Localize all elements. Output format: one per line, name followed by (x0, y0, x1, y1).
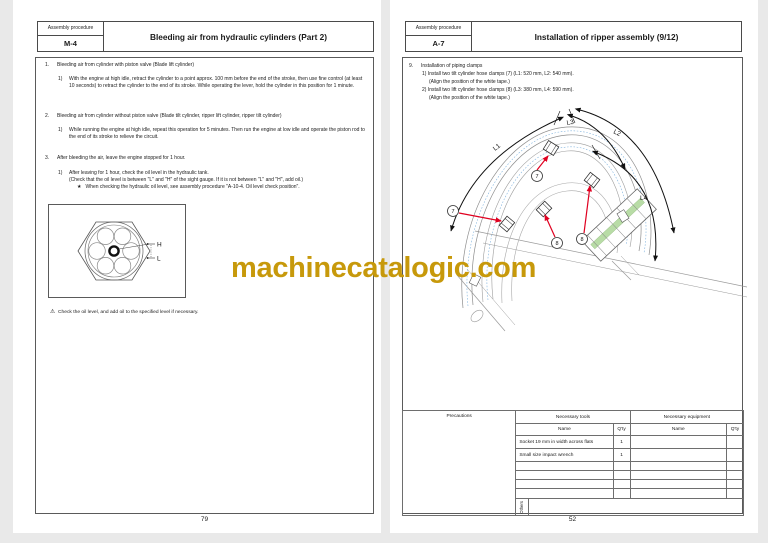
ripper-piping-diagram (417, 103, 747, 338)
page-title: Installation of ripper assembly (9/12) (471, 21, 742, 52)
l-dot (147, 257, 149, 259)
equipment-qty-header: Q'ty (726, 424, 743, 436)
gauge-outer-circle (85, 222, 143, 280)
section-number: 3. (45, 155, 50, 161)
others-label: Others (519, 500, 525, 514)
step-text: While running the engine at high idle, repeat this operation for 5 minutes. Then run the engine at low idle and operate the piston rod to the end of its stroke to relieve the circuit. (69, 127, 365, 140)
label-h: H (157, 241, 162, 249)
procedure-code: A-7 (432, 39, 445, 48)
equipment-name-header: Name (630, 424, 726, 436)
callout-8: 8 (555, 241, 559, 247)
callout-8: 8 (580, 237, 584, 243)
content-box-left (35, 57, 374, 514)
section-heading: Bleeding air from cylinder with piston valve (Blade lift cylinder) (57, 62, 195, 68)
procedure-box (405, 21, 472, 52)
step-number: 1) (58, 127, 63, 133)
tool-qty: 1 (613, 436, 630, 449)
caution-text: Check the oil level, and add oil to the specified level if necessary. (58, 310, 199, 315)
necessary-tools-table (402, 410, 744, 516)
star-icon: ★ (77, 184, 82, 190)
gauge-holes (89, 228, 140, 274)
step-text: After leaving for 1 hour, check the oil level in the hydraulic tank. (69, 170, 209, 176)
callout-7: 7 (451, 209, 455, 215)
section-number: 2. (45, 113, 50, 119)
section-number: 1. (45, 62, 50, 68)
section-9 (409, 62, 734, 102)
step-1: 1) Install two tilt cylinder hose clamps (7) (L1: 520 mm, L2: 540 mm). (422, 71, 574, 77)
section-heading: Bleeding air from cylinder without piston valve (Blade tilt cylinder, ripper lift cylinder, ripper tilt cylinder) (57, 113, 282, 119)
tools-name-header: Name (516, 424, 613, 436)
procedure-box (37, 21, 104, 52)
step-number: 1) (58, 170, 63, 176)
sight-glass-ring (109, 246, 118, 255)
step-2: 2) Install two lift cylinder hose clamps (8) (L3: 380 mm, L4: 590 mm). (422, 87, 574, 93)
caution-note (50, 309, 198, 316)
callout-7: 7 (535, 174, 539, 180)
step-1-note: (Align the position of the white tape.) (429, 79, 510, 85)
dimension-labels (492, 119, 648, 202)
tool-name: Small size impact wrench (516, 449, 613, 462)
callout-circles (448, 171, 588, 249)
section-3 (45, 155, 365, 191)
procedure-label: Assembly procedure (38, 22, 103, 36)
procedure-label: Assembly procedure (406, 22, 471, 36)
section-heading: Installation of piping clamps (421, 63, 483, 69)
section-1 (45, 62, 365, 90)
label-L1: L1 (491, 142, 502, 153)
sight-gauge-figure (48, 204, 186, 298)
section-number: 9. (409, 63, 414, 69)
tool-name: Socket 19 mm in width across flats (516, 436, 613, 449)
procedure-code: M-4 (64, 39, 77, 48)
step-number: 1) (58, 76, 63, 82)
section-2 (45, 113, 365, 141)
warning-icon: ⚠ (50, 309, 56, 315)
equipment-header: Necessary equipment (630, 411, 743, 424)
page-title: Bleeding air from hydraulic cylinders (Part 2) (103, 21, 374, 52)
content-box-right (402, 57, 743, 514)
tools-header: Necessary tools (516, 411, 630, 424)
watermark-text: machinecatalogic.com (231, 252, 537, 284)
page-number-right: 52 (568, 516, 577, 523)
sight-gauge-drawing (49, 205, 185, 297)
tool-qty: 1 (613, 449, 630, 462)
dim-arc-L3 (572, 116, 625, 169)
star-note: When checking the hydraulic oil level, see assembly procedure "A-10-4. Oil level check position". (85, 184, 300, 190)
h-dot (147, 243, 149, 245)
step-text: With the engine at high idle, retract the cylinder to a point approx. 100 mm before the end of the stroke, then use fine control (at least 10 seconds) to retract the cylinder to the end of its stroke. While operating the lever, hold the cylinder in this position for 1 minute. (69, 76, 363, 89)
label-L4: L4 (640, 195, 648, 202)
label-L3: L3 (566, 118, 575, 127)
label-L2: L2 (612, 128, 622, 138)
section-heading: After bleeding the air, leave the engine stopped for 1 hour. (57, 155, 186, 161)
step-2-note: (Align the position of the white tape.) (429, 95, 510, 101)
step-note: (Check that the oil level is between "L" and "H" of the sight gauge. If it is not between "L" and "H", add oil.) (69, 177, 304, 183)
tools-qty-header: Q'ty (613, 424, 630, 436)
precautions-header: Precautions (403, 411, 516, 516)
gauge-inner-circle (88, 225, 140, 277)
label-l: L (157, 255, 161, 263)
page-number-left: 79 (200, 516, 209, 523)
